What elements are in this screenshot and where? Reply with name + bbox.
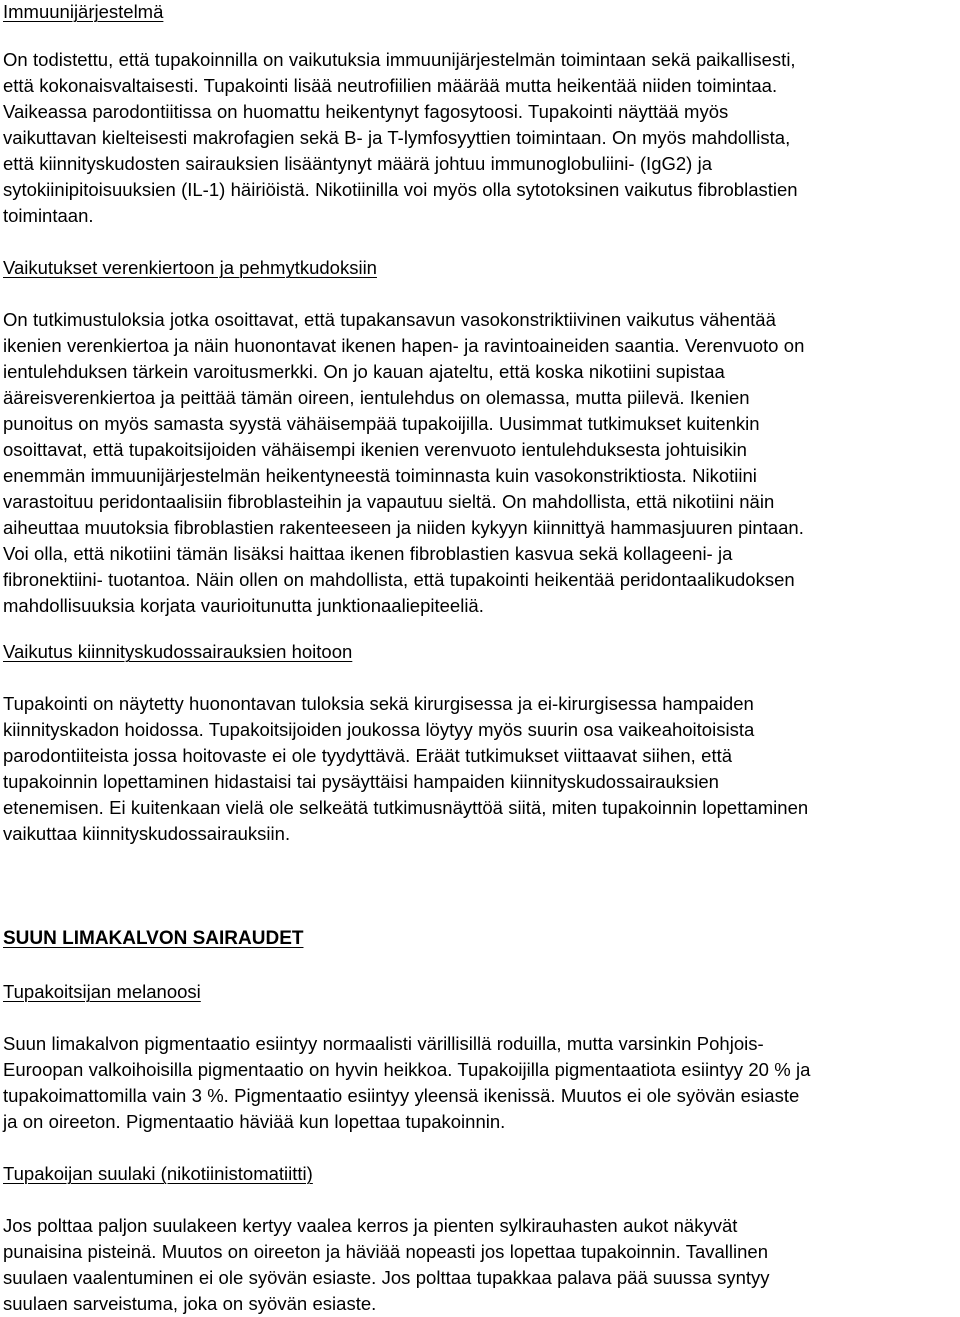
paragraph-verenkierto — [3, 307, 958, 619]
paragraph-hoito — [3, 691, 958, 847]
text-line: tupakoinnin lopettaminen hidastaisi tai pysäyttäisi hampaiden kiinnityskudossairauksien — [3, 771, 719, 792]
paragraph-melanoosi — [3, 1031, 958, 1135]
text-line: varastoituu peridontaalisiin fibroblasteihin ja vapautuu sieltä. On mahdollista, että nikotiini näin — [3, 491, 775, 512]
section-heading-suulaki: Tupakoijan suulaki (nikotiinistomatiitti) — [3, 1163, 313, 1184]
text-line: sytokiinipitoisuuksien (IL-1) häiriöistä. Nikotiinilla voi myös olla sytotoksinen vaikutus fibroblastien — [3, 179, 798, 200]
text-line: Euroopan valkoihoisilla pigmentaatio on hyvin heikkoa. Tupakoijilla pigmentaatiota esiintyy 20 % ja — [3, 1059, 811, 1080]
text-line: tupakoimattomilla vain 3 %. Pigmentaatio esiintyy yleensä ikenissä. Muutos ei ole syövän esiaste — [3, 1085, 800, 1106]
text-line: vaikuttaa kiinnityskudossairauksiin. — [3, 823, 291, 844]
section-heading-immuunijarjestelma: Immuunijärjestelmä — [3, 1, 164, 22]
text-line: toimintaan. — [3, 205, 94, 226]
text-line: enemmän immuunijärjestelmän heikentyneestä toiminnasta kuin vasokonstriktiosta. Nikotiini — [3, 465, 757, 486]
text-line: Vaikeassa parodontiitissa on huomattu heikentynyt fagosytoosi. Tupakointi näyttää myös — [3, 101, 729, 122]
paragraph-suulaki — [3, 1213, 958, 1317]
paragraph-immuunijarjestelma — [3, 47, 958, 229]
section-heading-verenkierto: Vaikutukset verenkiertoon ja pehmytkudoksiin — [3, 257, 377, 278]
text-line: Jos polttaa paljon suulakeen kertyy vaalea kerros ja pienten sylkirauhasten aukot näkyvät — [3, 1215, 738, 1236]
text-line: parodontiiteista jossa hoitovaste ei ole tyydyttävä. Eräät tutkimukset viittaavat siihen, että — [3, 745, 733, 766]
section-heading-melanoosi: Tupakoitsijan melanoosi — [3, 981, 201, 1002]
text-line: punoitus on myös samasta syystä vähäisempää tupakoijilla. Uusimmat tutkimukset kuitenkin — [3, 413, 760, 434]
text-line: että kiinnityskudosten sairauksien lisääntynyt määrä johtuu immunoglobuliini- (IgG2) ja — [3, 153, 713, 174]
chapter-heading: SUUN LIMAKALVON SAIRAUDET — [3, 928, 304, 949]
text-line: osoittavat, että tupakoitsijoiden vähäisempi ikenien verenvuoto ientulehduksesta johtuisikin — [3, 439, 747, 460]
text-line: suulaen vaalentuminen ei ole syövän esiaste. Jos polttaa tupakkaa palava pää suussa syntyy — [3, 1267, 770, 1288]
text-line: On tutkimustuloksia jotka osoittavat, että tupakansavun vasokonstriktiivinen vaikutus vähentää — [3, 309, 776, 330]
text-line: suulaen sarveistuma, joka on syövän esiaste. — [3, 1293, 377, 1314]
text-line: ikenien verenkiertoa ja näin huonontavat ikenen hapen- ja ravintoaineiden saantia. Verenvuoto on — [3, 335, 805, 356]
text-line: Tupakointi on näytetty huonontavan tuloksia sekä kirurgisessa ja ei-kirurgisessa hampaiden — [3, 693, 754, 714]
text-line: Voi olla, että nikotiini tämän lisäksi haittaa ikenen fibroblastien kasvua sekä kollageeni- ja — [3, 543, 733, 564]
text-line: fibronektiini- tuotantoa. Näin ollen on mahdollista, että tupakointi heikentää peridontaalikudoksen — [3, 569, 795, 590]
text-line: mahdollisuuksia korjata vaurioitunutta junktionaaliepiteeliä. — [3, 595, 484, 616]
text-line: punaisina pisteinä. Muutos on oireeton ja häviää nopeasti jos lopettaa tupakoinnin. Tavallinen — [3, 1241, 768, 1262]
text-line: ientulehduksen tärkein varoitusmerkki. On jo kauan ajateltu, että koska nikotiini supistaa — [3, 361, 725, 382]
text-line: että kokonaisvaltaisesti. Tupakointi lisää neutrofiilien määrää mutta heikentää niiden toimintaa. — [3, 75, 778, 96]
text-line: ääreisverenkiertoa ja peittää tämän oireen, ientulehdus on olemassa, mutta piilevä. Ikenien — [3, 387, 750, 408]
text-line: etenemisen. Ei kuitenkaan vielä ole selkeätä tutkimusnäyttöä siitä, miten tupakoinnin lopettaminen — [3, 797, 809, 818]
text-line: ja on oireeton. Pigmentaatio häviää kun lopettaa tupakoinnin. — [3, 1111, 506, 1132]
text-line: vaikuttavan kielteisesti makrofagien sekä B- ja T-lymfosyyttien toimintaan. On myös mahdollista, — [3, 127, 791, 148]
text-line: kiinnityskadon hoidossa. Tupakoitsijoiden joukossa löytyy myös suurin osa vaikeahoitoisista — [3, 719, 755, 740]
text-line: On todistettu, että tupakoinnilla on vaikutuksia immuunijärjestelmän toimintaan sekä paikallisesti, — [3, 49, 796, 70]
section-heading-hoito: Vaikutus kiinnityskudossairauksien hoitoon — [3, 641, 353, 662]
text-line: Suun limakalvon pigmentaatio esiintyy normaalisti värillisillä roduilla, mutta varsinkin Pohjois- — [3, 1033, 764, 1054]
text-line: aiheuttaa muutoksia fibroblastien rakenteeseen ja niiden kykyyn kiinnittyä hammasjuuren pintaan. — [3, 517, 804, 538]
